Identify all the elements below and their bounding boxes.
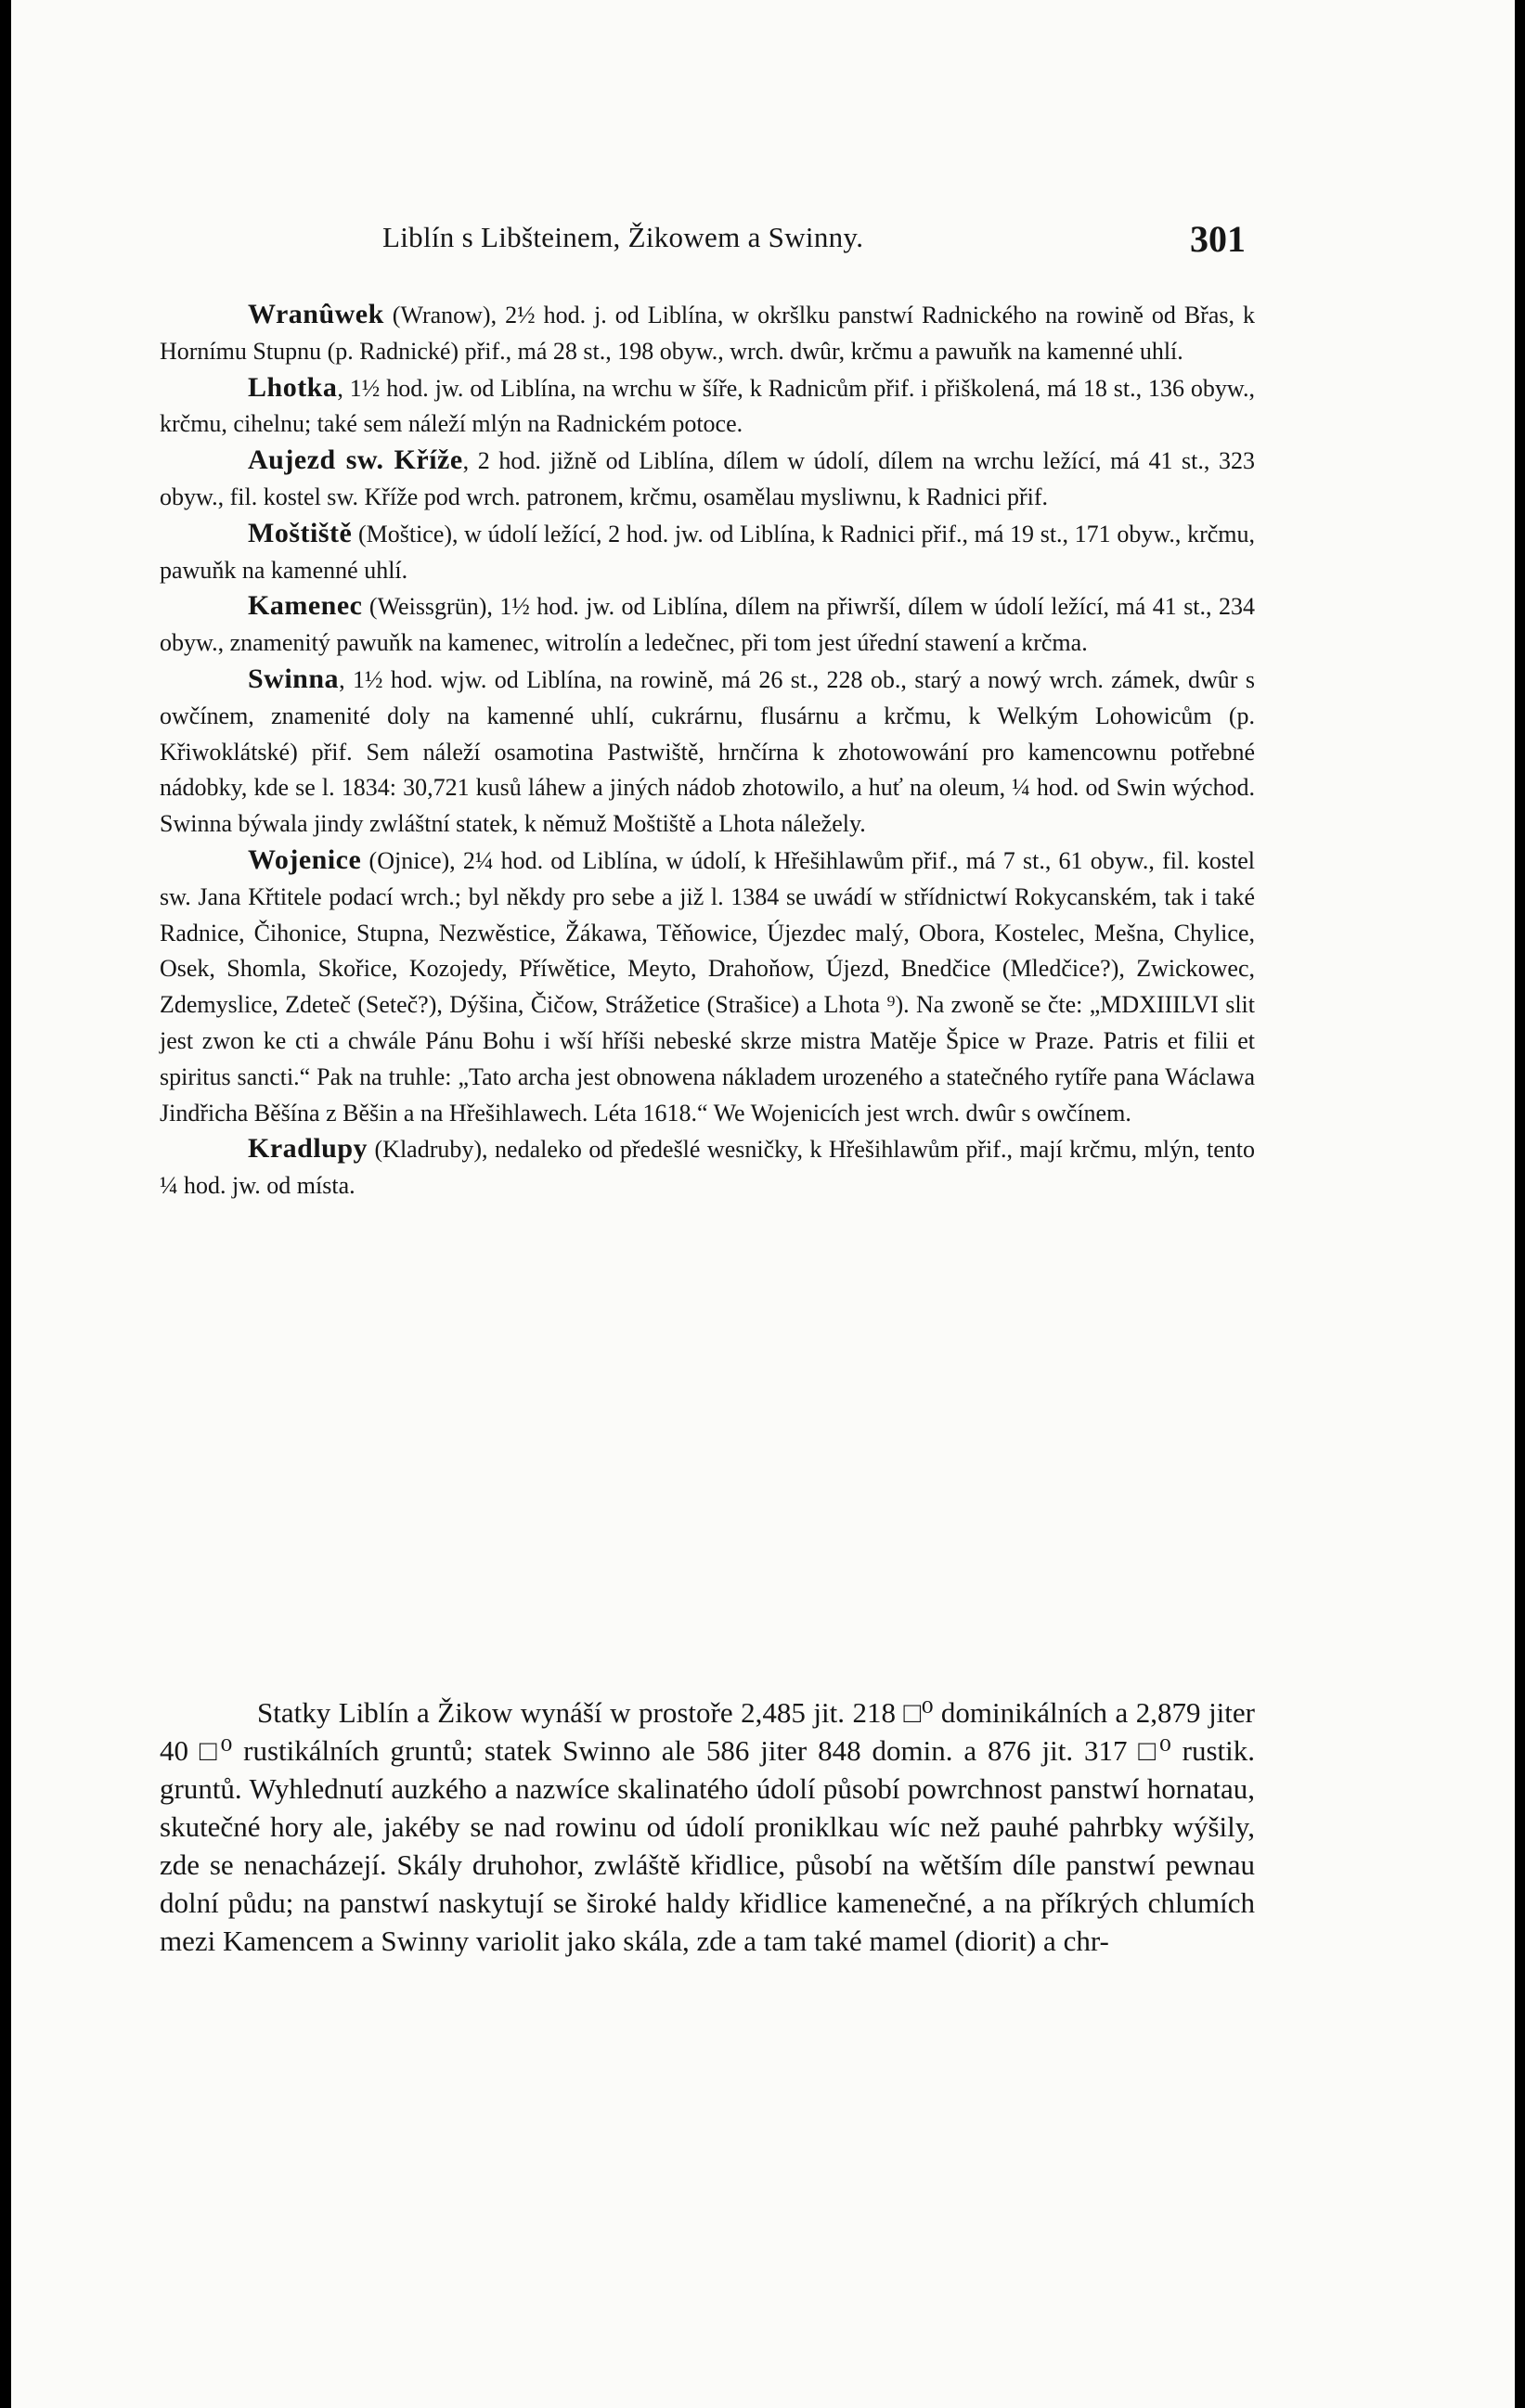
entry-name: Kradlupy [248,1133,368,1165]
entry-text: , 1½ hod. wjw. od Liblína, na rowině, má 26 st., 228 ob., starý a nowý wrch. zámek, dwûr s owčínem, znamenité doly na kamenné uhlí, cukrárnu, flusárnu a krčmu, k Welkým Lohowicům (p. Křiwoklátské) přif. Sem náleží osamotina Pastwiště, hrnčírna k zhotowowání pro kamencownu potřebné nádobky, kde se l. 1834: 30,721 kusů láhew a jiných nádob zhotowilo, a huť na oleum, ¼ hod. od Swin wýchod. Swinna býwala jindy zwláštní statek, k němuž Moštiště a Lhota náležely. [160,665,1255,838]
entry-name: Wojenice [248,843,362,875]
entry-lhotka [160,370,1255,444]
entry-name: Lhotka [248,371,338,403]
entry-name: Moštiště [248,517,353,548]
entry-text: , 1½ hod. jw. od Liblína, na wrchu w šíře, k Radnicům přif. i přiškolená, má 18 st., 136 obyw., krčmu, cihelnu; také sem náleží mlýn na Radnickém potoce. [160,374,1255,438]
page-header [382,218,1246,267]
entry-text: (Weissgrün), 1½ hod. jw. od Liblína, dílem na přiwrší, dílem w údolí ležící, má 41 st., 234 obyw., znamenitý pawuňk na kamenec, witrolín a ledečnec, při tom jest úřední stawení a krčma. [160,593,1255,657]
entry-kradlupy [160,1131,1255,1204]
entry-text: (Kladruby), nedaleko od předešlé wesničky, k Hřešihlawům přif., mají krčmu, mlýn, tento ¼ hod. jw. od místa. [160,1136,1255,1200]
running-title: Liblín s Libšteinem, Žikowem a Swinny. [382,221,864,253]
estate-summary [160,1693,1255,1960]
page-number: 301 [1190,218,1246,260]
entry-text: (Wranow), 2½ hod. j. od Liblína, w okršlku panstwí Radnického na rowině od Břas, k Hornímu Stupnu (p. Radnické) přif., má 28 st., 198 obyw., wrch. dwûr, krčmu a pawuňk na kamenné uhlí. [160,302,1255,365]
entry-text: (Ojnice), 2¼ hod. od Liblína, w údolí, k Hřešihlawům přif., má 7 st., 61 obyw., fil. kostel sw. Jana Křtitele podací wrch.; byl někdy pro sebe a již l. 1384 se uwádí w střídnictwí Rokycanském, tak i také Radnice, Čihonice, Stupna, Nezwěstice, Žákawa, Těňowice, Újezdec malý, Obora, Kostelec, Mešna, Chylice, Osek, Shomla, Skořice, Kozojedy, Příwětice, Meyto, Drahoňow, Újezd, Bnedčice (Mledčice?), Zwickowec, Zdemyslice, Zdeteč (Seteč?), Dýšina, Čičow, Strážetice (Strašice) a Lhota ⁹). Na zwoně se čte: „MDXIIILVI slit jest zwon ke cti a chwále Pánu Bohu i wší hříši nebeské skrze mistra Matěje Špice w Praze. Patris et filii et spiritus sancti.“ Pak na truhle: „Tato archa jest obnowena nákladem urozeného a statečného rytíře pana Wáclawa Jindřicha Běšína z Běšin a na Hřešihlawech. Léta 1618.“ We Wojenicích jest wrch. dwûr s owčínem. [160,846,1255,1127]
entry-name: Wranûwek [248,299,384,329]
entry-text: (Moštice), w údolí ležící, 2 hod. jw. od Liblína, k Radnici přif., má 19 st., 171 obyw., krčmu, pawuňk na kamenné uhlí. [160,520,1255,584]
entry-wojenice [160,843,1255,1131]
village-entries [160,297,1255,1204]
entry-aujezd [160,443,1255,516]
entry-swinna [160,662,1255,843]
entry-wranuwek [160,297,1255,370]
entry-mostiste [160,516,1255,589]
summary-paragraph: Statky Liblín a Žikow wynáší w prostoře 2,485 jit. 218 □⁰ dominikálních a 2,879 jiter 40 □⁰ rustikálních gruntů; statek Swinno ale 586 jiter 848 domin. a 876 jit. 317 □⁰ rustik. gruntů. Wyhlednutí auzkého a nazwíce skalinatého údolí působí powrchnost panstwí hornatau, skutečné hory ale, jakéby se nad rowinu od údolí proniklkau wíc než pauhé pahrbky wýšily, zde se nenacházejí. Skály druhohor, zwláště křidlice, působí na wětším díle panstwí pewnau dolní půdu; na panstwí naskytují se široké haldy křidlice kamenečné, a na příkrých chlumích mezi Kamencem a Swinny variolit jako skála, zde a tam také mamel (diorit) a chr- [160,1696,1255,1957]
entry-name: Swinna [248,663,340,694]
scan-border [0,0,11,2408]
entry-name: Kamenec [248,590,363,622]
entry-name: Aujezd sw. Kříže [248,444,463,476]
entry-kamenec [160,588,1255,662]
book-page [11,0,1515,2408]
entry-text: , 2 hod. jižně od Liblína, dílem w údolí, dílem na wrchu ležící, má 41 st., 323 obyw., fil. kostel sw. Kříže pod wrch. patronem, krčmu, osamělau mysliwnu, k Radnici přif. [160,447,1255,510]
